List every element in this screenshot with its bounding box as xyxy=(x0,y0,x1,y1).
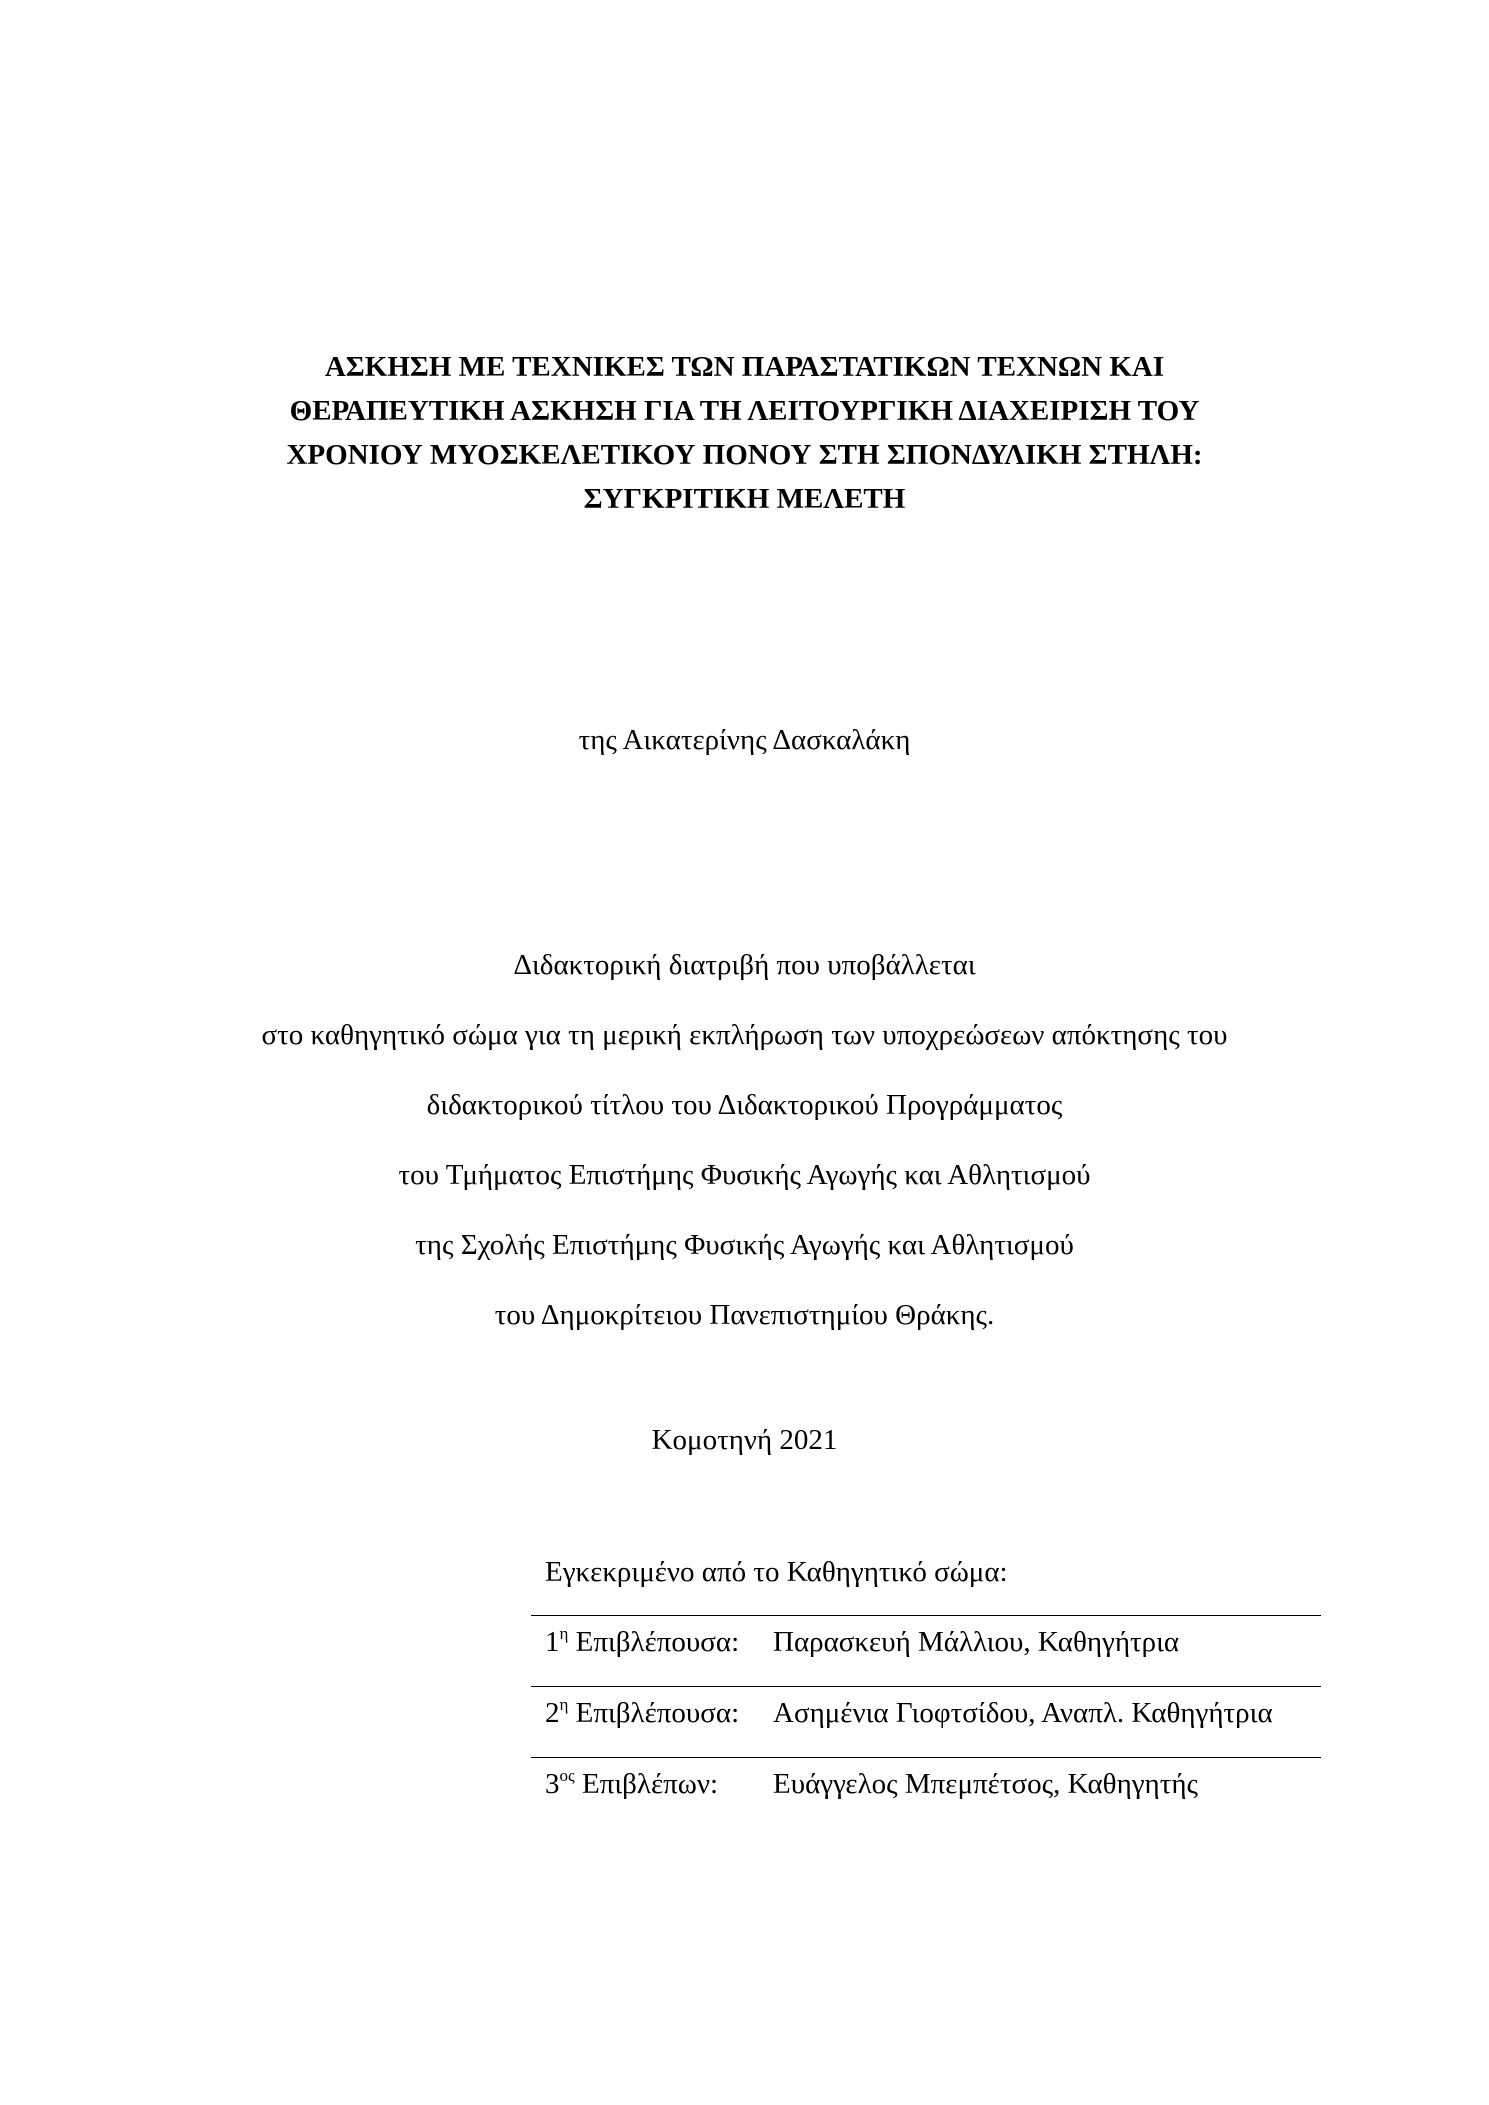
committee-member-row xyxy=(545,1693,1321,1733)
author-line: της Αικατερίνης Δασκαλάκη xyxy=(578,724,911,756)
member-role xyxy=(545,1693,739,1733)
submission-line: Διδακτορική διατριβή που υποβάλλεται xyxy=(513,949,976,981)
member-ordinal-suffix: ος xyxy=(559,1766,575,1785)
member-ordinal: 3 xyxy=(545,1768,560,1800)
submission-line: στο καθηγητικό σώμα για τη μερική εκπλήρωση των υποχρεώσεων απόκτησης του xyxy=(261,1019,1228,1051)
submission-line: της Σχολής Επιστήμης Φυσικής Αγωγής και Αθλητισμού xyxy=(415,1229,1074,1261)
thesis-title-line: ΑΣΚΗΣΗ ΜΕ ΤΕΧΝΙΚΕΣ ΤΩΝ ΠΑΡΑΣΤΑΤΙΚΩΝ ΤΕΧΝΩΝ ΚΑΙ xyxy=(324,351,1165,383)
member-name: Παρασκευή Μάλλιου, Καθηγήτρια xyxy=(773,1626,1180,1658)
submission-statement xyxy=(0,930,1489,1350)
committee-heading: Εγκεκριμένο από το Καθηγητικό σώμα: xyxy=(545,1556,1008,1588)
submission-line: του Τμήματος Επιστήμης Φυσικής Αγωγής και Αθλητισμού xyxy=(398,1159,1091,1191)
member-ordinal-suffix: η xyxy=(559,1695,569,1714)
committee-member-row xyxy=(545,1764,1321,1804)
member-role-label: Επιβλέπων: xyxy=(574,1768,719,1800)
member-role xyxy=(545,1622,739,1662)
member-name: Ασημένια Γιοφτσίδου, Αναπλ. Καθηγήτρια xyxy=(773,1697,1273,1729)
thesis-title xyxy=(0,345,1489,521)
member-role xyxy=(545,1764,718,1804)
signature-rule xyxy=(531,1757,1321,1758)
member-role-label: Επιβλέπουσα: xyxy=(568,1697,740,1729)
signature-rule xyxy=(531,1686,1321,1687)
thesis-title-line: ΘΕΡΑΠΕΥΤΙΚΗ ΑΣΚΗΣΗ ΓΙΑ ΤΗ ΛΕΙΤΟΥΡΓΙΚΗ ΔΙΑΧΕΙΡΙΣΗ ΤΟΥ xyxy=(289,395,1200,427)
member-ordinal: 2 xyxy=(545,1697,560,1729)
member-ordinal: 1 xyxy=(545,1626,560,1658)
member-name: Ευάγγελος Μπεμπέτσος, Καθηγητής xyxy=(773,1768,1199,1800)
member-role-label: Επιβλέπουσα: xyxy=(568,1626,740,1658)
thesis-title-line: ΣΥΓΚΡΙΤΙΚΗ ΜΕΛΕΤΗ xyxy=(583,483,906,515)
committee-member-row xyxy=(545,1622,1321,1662)
thesis-title-line: ΧΡΟΝΙΟΥ ΜΥΟΣΚΕΛΕΤΙΚΟΥ ΠΟΝΟΥ ΣΤΗ ΣΠΟΝΔΥΛΙΚΗ ΣΤΗΛΗ: xyxy=(286,439,1203,471)
submission-line: διδακτορικού τίτλου του Διδακτορικού Προγράμματος xyxy=(426,1089,1063,1121)
signature-rule xyxy=(531,1615,1321,1616)
member-ordinal-suffix: η xyxy=(559,1624,569,1643)
submission-line: του Δημοκρίτειου Πανεπιστημίου Θράκης. xyxy=(494,1299,995,1331)
place-and-year: Κομοτηνή 2021 xyxy=(651,1424,838,1456)
